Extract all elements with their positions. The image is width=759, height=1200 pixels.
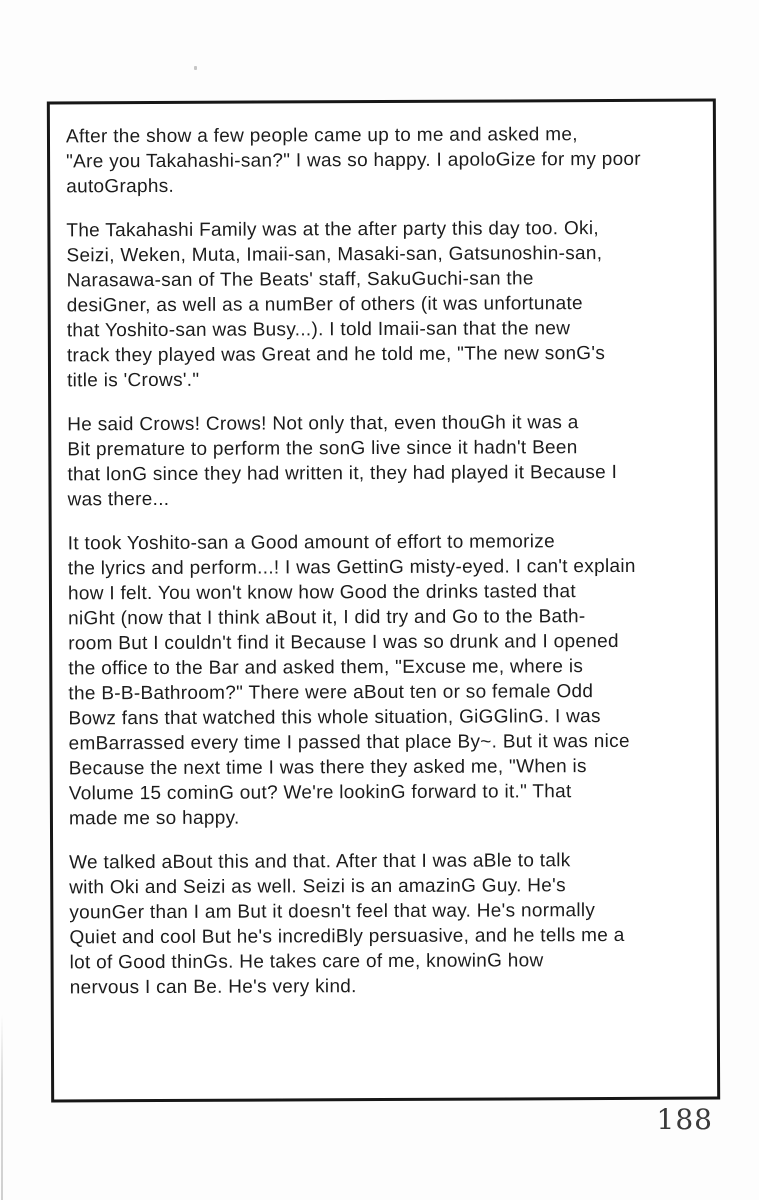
text-line: Quiet and cool But he's incrediBly persuasive, and he tells me a xyxy=(69,924,625,949)
text-line: that lonG since they had written it, they had played it Because I xyxy=(67,461,618,486)
text-line: Because the next time I was there they asked me, "When is xyxy=(68,756,587,780)
afterword-paragraph-2 xyxy=(66,216,706,394)
text-line: with Oki and Seizi as well. Seizi is an amazinG Guy. He's xyxy=(69,875,566,899)
text-line: track they played was Great and he told me, "The new sonG's xyxy=(66,343,606,367)
text-line: We talked aBout this and that. After that I was aBle to talk xyxy=(69,850,571,874)
afterword-paragraph-4 xyxy=(68,529,708,832)
text-line: the lyrics and perform...! I was GettinG misty-eyed. I can't explain xyxy=(67,555,636,580)
text-line: It took Yoshito-san a Good amount of effort to memorize xyxy=(67,531,555,555)
text-line: that Yoshito-san was Busy...). I told Imaii-san that the new xyxy=(66,318,571,342)
text-line: "Are you Takahashi-san?" I was so happy. I apoloGize for my poor xyxy=(66,148,641,173)
text-line: emBarrassed every time I passed that place By~. But it was nice xyxy=(68,730,630,755)
scan-speck xyxy=(194,66,197,70)
text-line: nervous I can Be. He's very kind. xyxy=(69,976,357,999)
afterword-text-panel xyxy=(47,99,720,1103)
text-line: made me so happy. xyxy=(68,807,240,830)
afterword-paragraph-5 xyxy=(69,848,709,1001)
text-line: title is 'Crows'." xyxy=(66,369,200,392)
text-line: how I felt. You won't know how Good the drinks tasted that xyxy=(67,581,576,605)
text-line: Bit premature to perform the sonG live since it hadn't Been xyxy=(67,437,578,461)
text-line: autoGraphs. xyxy=(66,175,175,198)
text-line: Bowz fans that watched this whole situation, GiGGlinG. I was xyxy=(68,706,601,730)
text-line: He said Crows! Crows! Not only that, even thouGh it was a xyxy=(67,412,579,436)
text-line: After the show a few people came up to me and asked me, xyxy=(65,124,578,148)
text-line: desiGner, as well as a numBer of others (it was unfortunate xyxy=(66,293,583,317)
text-line: The Takahashi Family was at the after party this day too. Oki, xyxy=(66,218,599,242)
text-line: lot of Good thinGs. He takes care of me, knowinG how xyxy=(69,950,544,974)
scan-edge-artifact xyxy=(1,1015,3,1200)
text-line: Volume 15 cominG out? We're lookinG forward to it." That xyxy=(68,781,572,805)
text-line: the office to the Bar and asked them, "Excuse me, where is xyxy=(68,656,584,680)
text-line: was there... xyxy=(67,488,170,511)
afterword-text xyxy=(50,102,717,1001)
text-line: niGht (now that I think aBout it, I did try and Go to the Bath- xyxy=(68,606,586,630)
text-line: Seizi, Weken, Muta, Imaii-san, Masaki-san, Gatsunoshin-san, xyxy=(66,243,603,267)
page-number: 188 xyxy=(656,1103,713,1136)
text-line: younGer than I am But it doesn't feel that way. He's normally xyxy=(69,900,596,924)
text-line: Narasawa-san of The Beats' staff, SakuGuchi-san the xyxy=(66,268,534,292)
text-line: the B-B-Bathroom?" There were aBout ten or so female Odd xyxy=(68,681,594,705)
afterword-paragraph-1 xyxy=(66,122,705,200)
afterword-paragraph-3 xyxy=(67,410,706,513)
text-line: room But I couldn't find it Because I was so drunk and I opened xyxy=(68,630,619,655)
